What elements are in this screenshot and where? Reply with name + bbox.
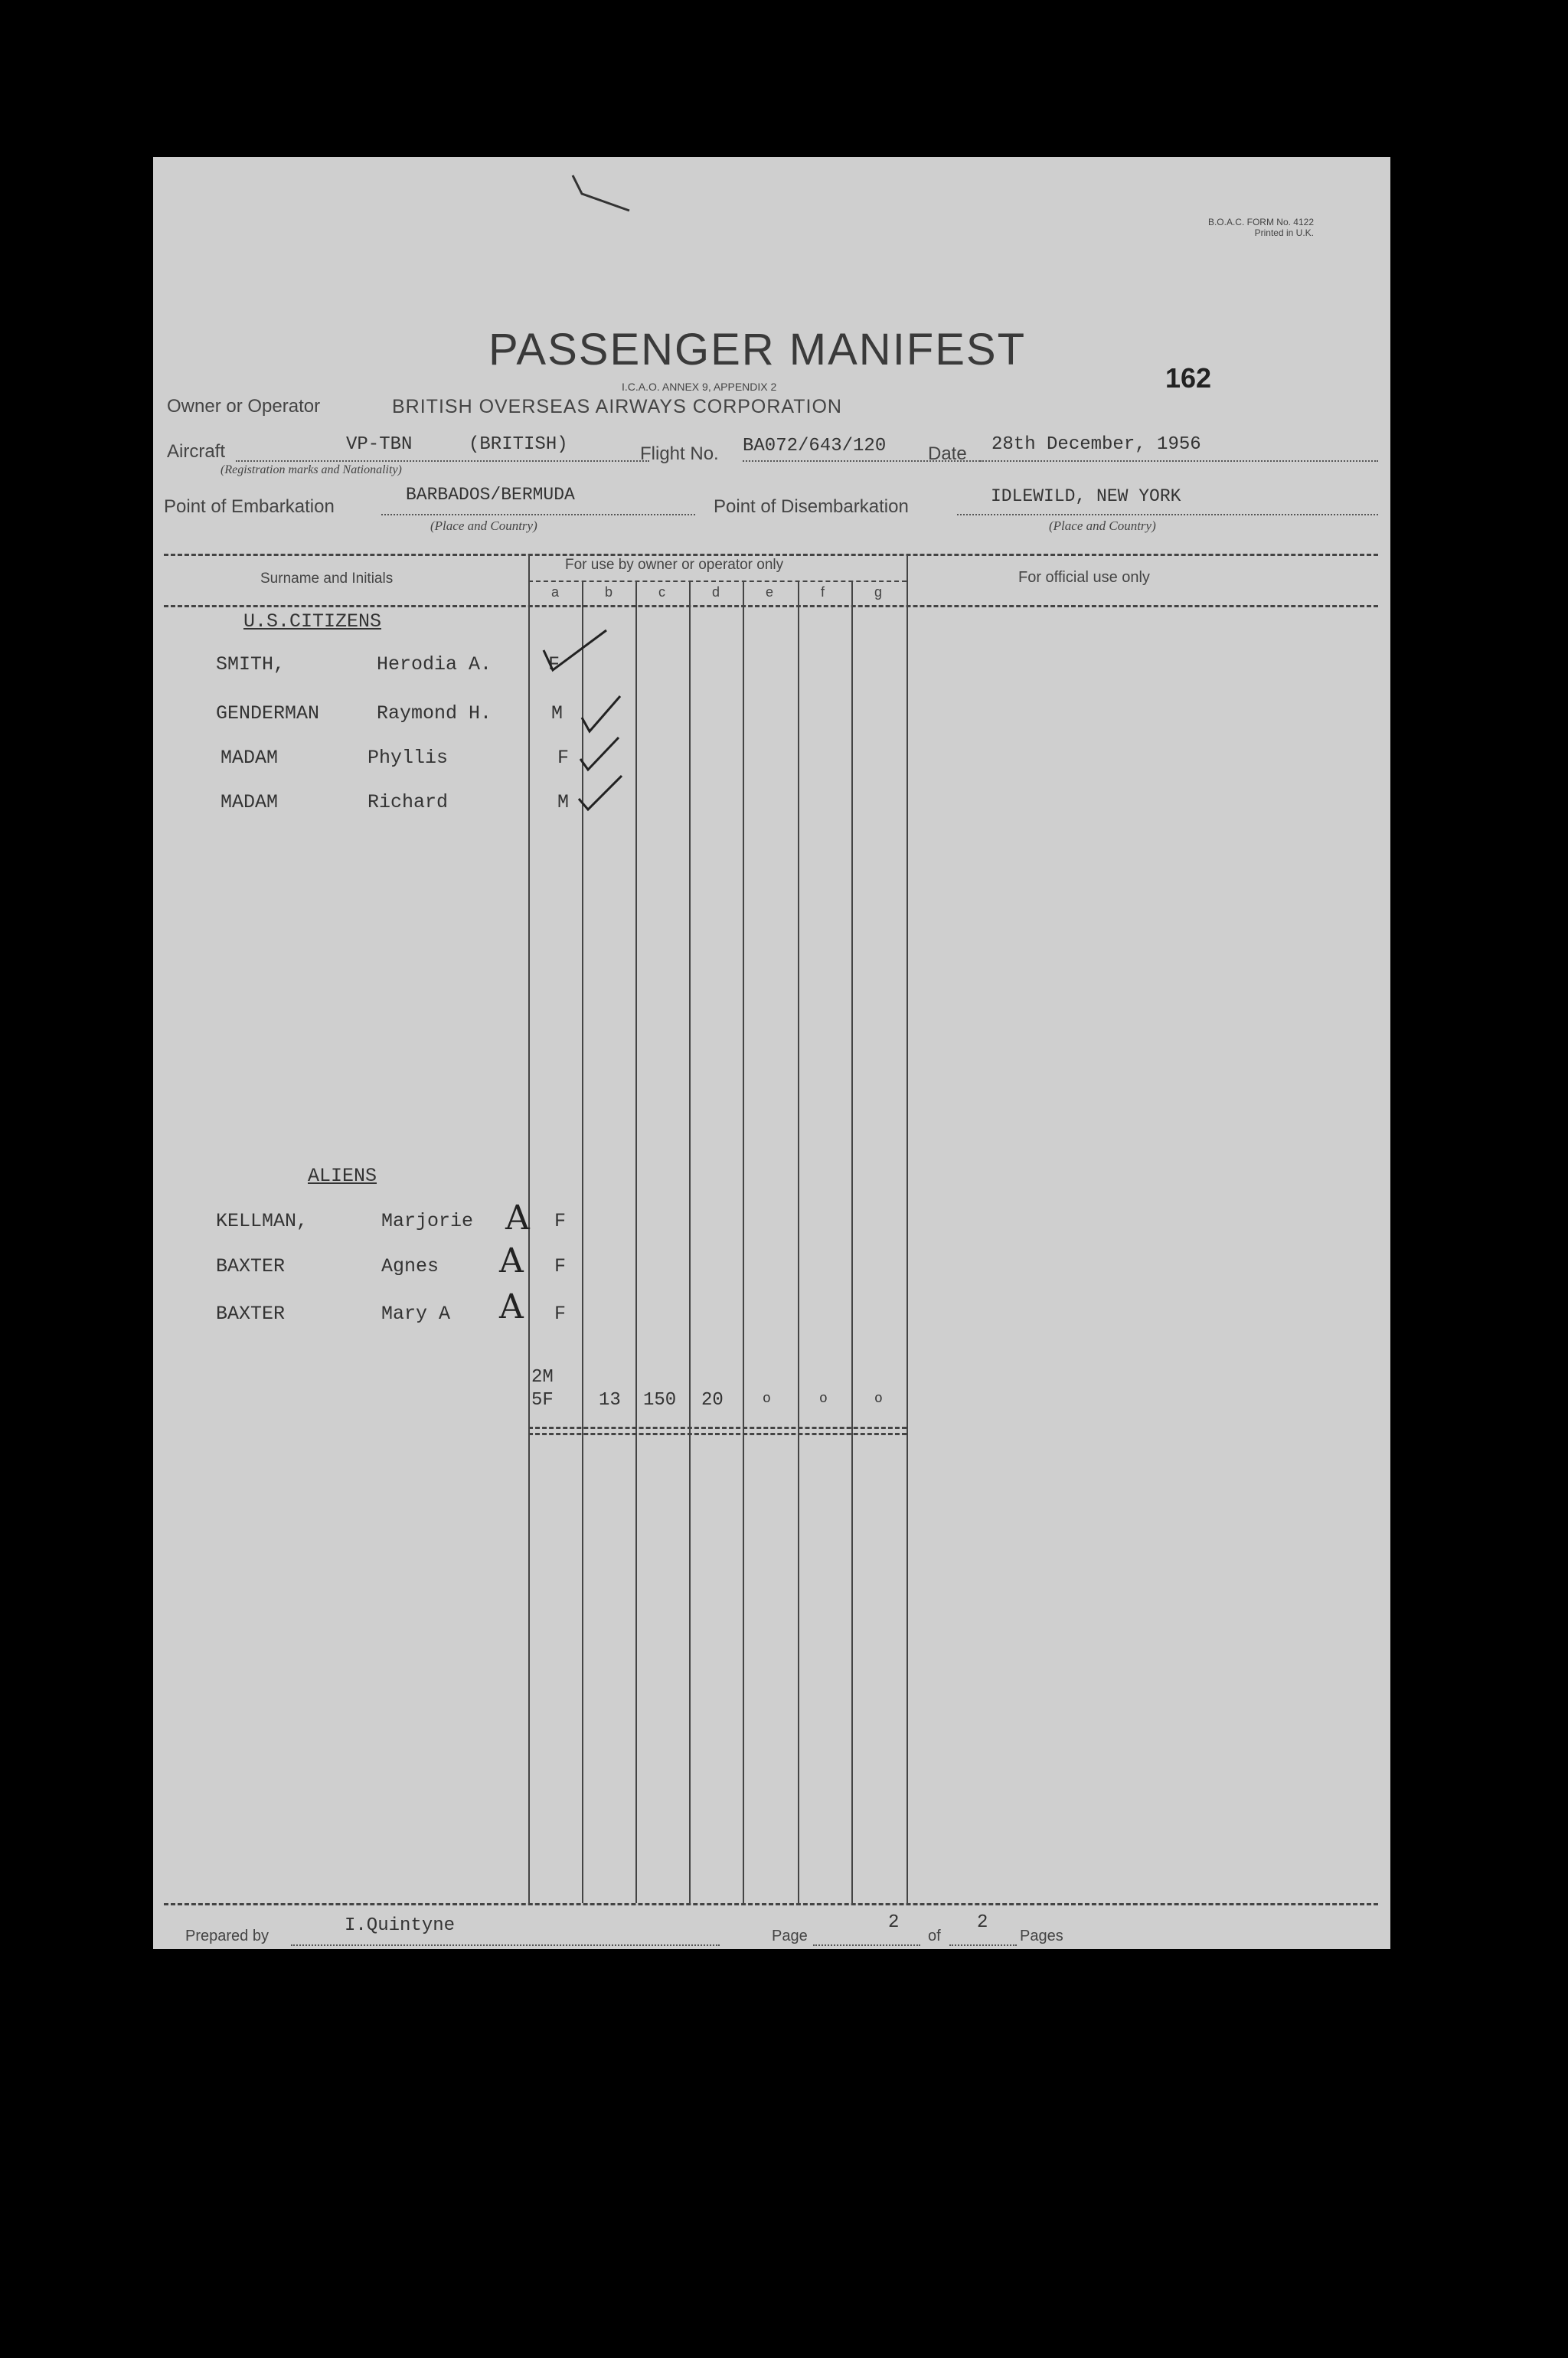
- passenger-surname: BAXTER: [216, 1303, 286, 1325]
- passenger-surname: KELLMAN,: [216, 1210, 309, 1232]
- total-col-d: 20: [701, 1390, 724, 1411]
- flight-value: BA072/643/120: [743, 436, 887, 456]
- form-code: [1208, 217, 1314, 238]
- passenger-sex: F: [548, 653, 560, 675]
- passenger-surname: MADAM: [220, 747, 279, 769]
- alien-mark: A: [499, 1287, 524, 1326]
- col-label-f: f: [821, 584, 825, 600]
- section-heading-aliens: ALIENS: [308, 1165, 377, 1187]
- pen-stroke-mark: [567, 172, 635, 218]
- pages-label: Pages: [1020, 1928, 1063, 1944]
- passenger-given-name: Mary A: [381, 1303, 451, 1325]
- totals-rule-1: [528, 1427, 906, 1429]
- passenger-sex: M: [551, 702, 564, 724]
- total-females: 5F: [531, 1390, 554, 1411]
- total-col-f: o: [819, 1392, 828, 1407]
- total-col-g: o: [874, 1392, 883, 1407]
- owner-value: BRITISH OVERSEAS AIRWAYS CORPORATION: [392, 396, 842, 417]
- of-value: 2: [977, 1912, 988, 1933]
- alien-mark: A: [505, 1199, 530, 1238]
- passenger-sex: F: [554, 1210, 567, 1232]
- col-rule-e: [743, 582, 744, 1903]
- total-col-b: 13: [599, 1390, 621, 1411]
- passenger-sex: F: [554, 1303, 567, 1325]
- passenger-surname: MADAM: [220, 791, 279, 813]
- passenger-surname: SMITH,: [216, 653, 286, 675]
- passenger-given-name: Herodia A.: [377, 653, 492, 675]
- passenger-given-name: Marjorie: [381, 1210, 474, 1232]
- col-rule-official: [906, 555, 908, 1903]
- col-label-d: d: [712, 584, 720, 600]
- passenger-sex: F: [554, 1255, 567, 1277]
- aircraft-sublabel: (Registration marks and Nationality): [220, 463, 402, 476]
- of-label: of: [928, 1928, 941, 1944]
- disembarkation-label: Point of Disembarkation: [714, 496, 909, 517]
- col-label-e: e: [766, 584, 774, 600]
- passenger-sex: M: [557, 791, 570, 813]
- aircraft-nationality: (BRITISH): [469, 434, 568, 455]
- prepared-by-value: I.Quintyne: [345, 1915, 456, 1936]
- disembarkation-value: IDLEWILD, NEW YORK: [991, 486, 1181, 506]
- disembarkation-sublabel: (Place and Country): [1049, 518, 1156, 533]
- totals-rule-2: [528, 1433, 906, 1435]
- manifest-sheet: [153, 157, 1390, 1949]
- page-value: 2: [888, 1912, 900, 1933]
- col-rule-d: [689, 582, 691, 1903]
- surname-header: Surname and Initials: [260, 571, 394, 587]
- table-top-rule: [164, 554, 1378, 556]
- prepared-by-label: Prepared by: [185, 1928, 269, 1944]
- passenger-given-name: Agnes: [381, 1255, 439, 1277]
- owner-label: Owner or Operator: [167, 396, 321, 417]
- page-subtitle: I.C.A.O. ANNEX 9, APPENDIX 2: [622, 381, 777, 393]
- col-label-c: c: [658, 584, 665, 600]
- passenger-given-name: Raymond H.: [377, 702, 492, 724]
- alien-mark: A: [499, 1241, 524, 1280]
- col-rule-f: [798, 582, 799, 1903]
- col-label-g: g: [874, 584, 883, 600]
- passenger-surname: GENDERMAN: [216, 702, 320, 724]
- embarkation-label: Point of Embarkation: [164, 496, 335, 517]
- embarkation-sublabel: (Place and Country): [430, 518, 537, 533]
- flight-label: Flight No.: [640, 443, 719, 464]
- total-col-c: 150: [643, 1390, 677, 1411]
- cols-header-rule: [528, 581, 906, 582]
- total-males: 2M: [531, 1367, 554, 1388]
- printed-in-text: Printed in U.K.: [1254, 227, 1314, 238]
- section-heading-us-citizens: U.S.CITIZENS: [243, 610, 382, 633]
- passenger-sex: F: [557, 747, 570, 769]
- date-label: Date: [928, 443, 967, 464]
- embarkation-value: BARBADOS/BERMUDA: [406, 485, 575, 505]
- owner-use-header: For use by owner or operator only: [565, 557, 784, 573]
- table-bottom-rule: [164, 1903, 1378, 1905]
- page-label: Page: [772, 1928, 808, 1944]
- col-label-b: b: [605, 584, 613, 600]
- aircraft-value: VP-TBN: [346, 434, 413, 455]
- aircraft-label: Aircraft: [167, 441, 226, 462]
- col-rule-g: [851, 582, 853, 1903]
- total-col-e: o: [763, 1392, 771, 1407]
- page-title: PASSENGER MANIFEST: [488, 325, 1027, 374]
- col-label-a: a: [551, 584, 560, 600]
- official-use-header: For official use only: [1018, 569, 1150, 586]
- form-code-text: B.O.A.C. FORM No. 4122: [1207, 217, 1314, 227]
- page-number: 162: [1165, 362, 1212, 394]
- check-mark-icon: [536, 626, 628, 840]
- passenger-surname: BAXTER: [216, 1255, 286, 1277]
- table-header-rule: [164, 605, 1378, 607]
- date-value: 28th December, 1956: [991, 434, 1201, 455]
- passenger-given-name: Richard: [368, 791, 449, 813]
- col-rule-c: [635, 582, 637, 1903]
- passenger-given-name: Phyllis: [368, 747, 449, 769]
